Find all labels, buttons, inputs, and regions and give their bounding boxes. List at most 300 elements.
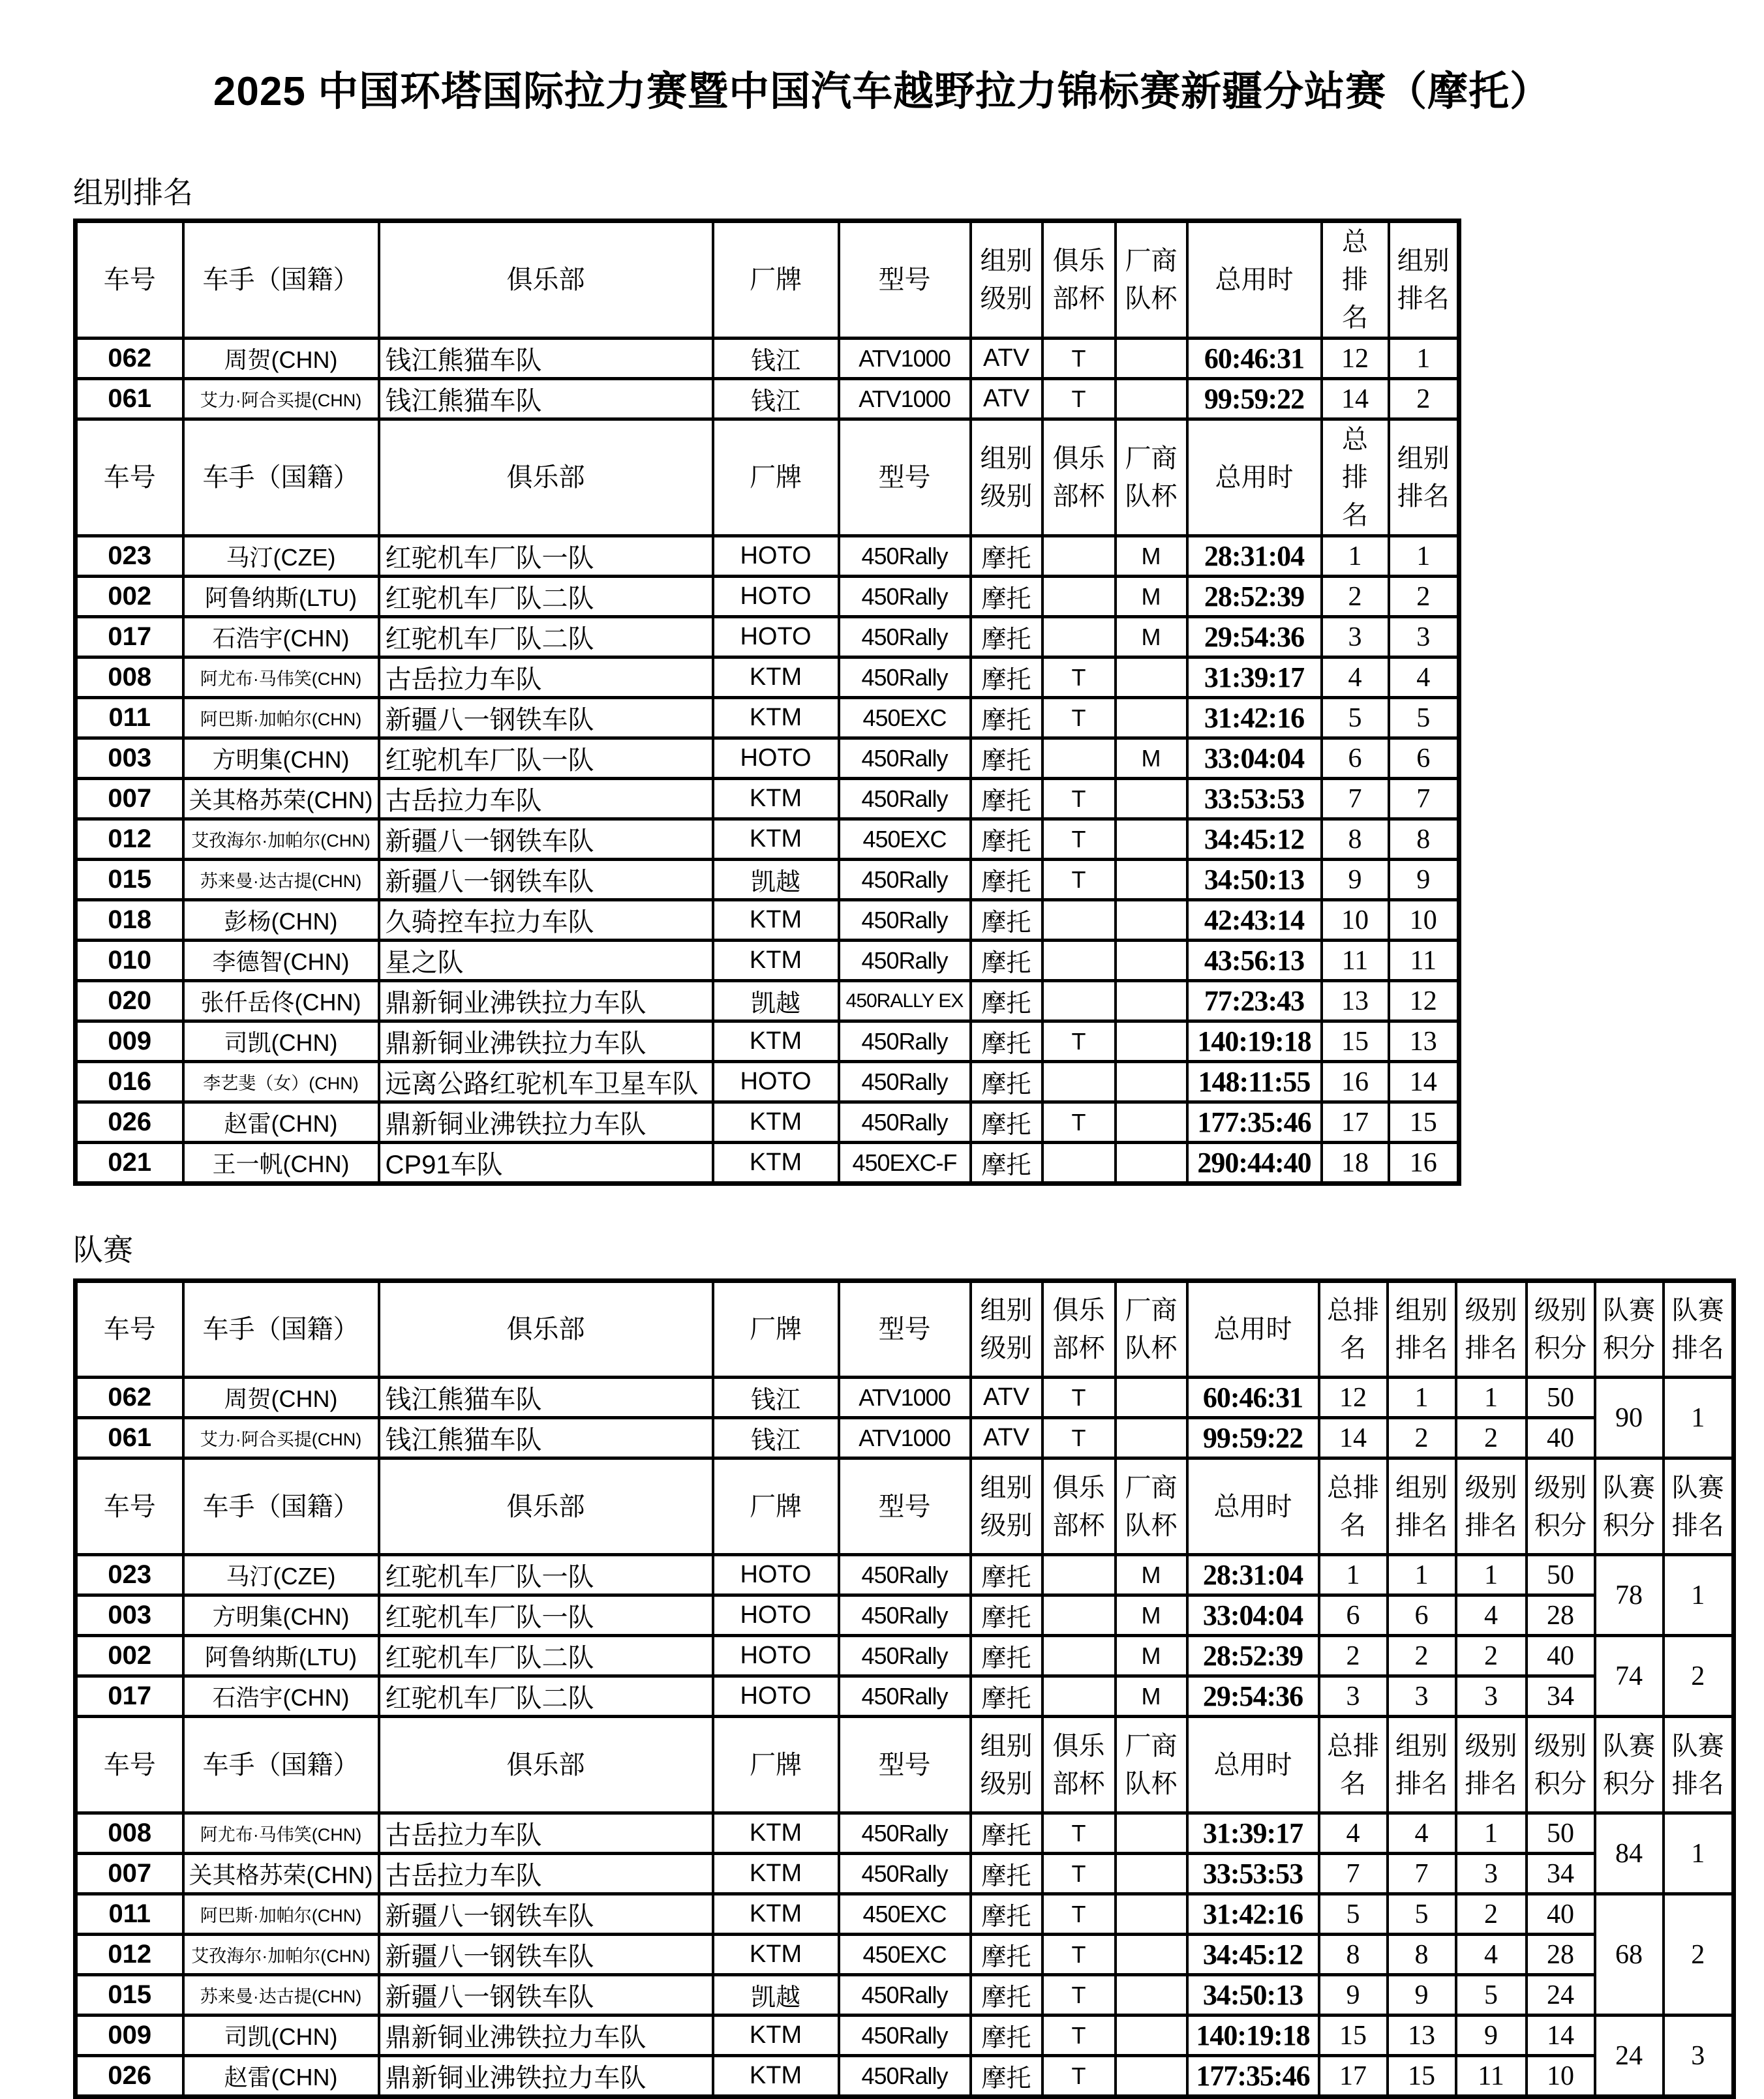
cell-club-cup: T bbox=[1042, 379, 1116, 419]
cell-manufacturer-cup bbox=[1116, 339, 1187, 379]
cell-club-cup: T bbox=[1042, 1813, 1116, 1854]
cell-club-cup bbox=[1042, 1595, 1116, 1636]
cell-total-time: 77:23:43 bbox=[1187, 981, 1322, 1021]
cell-group-rank: 9 bbox=[1388, 1975, 1456, 2016]
cell-club-cup bbox=[1042, 617, 1116, 657]
cell-driver: 艾孜海尔·加帕尔(CHN) bbox=[183, 819, 379, 860]
column-header-class-rank: 级别排名 bbox=[1456, 1717, 1527, 1813]
cell-brand: HOTO bbox=[713, 1636, 839, 1676]
cell-club-cup bbox=[1042, 536, 1116, 577]
cell-club: 远离公路红驼机车卫星车队 bbox=[379, 1062, 713, 1102]
cell-club: 红驼机车厂队二队 bbox=[379, 617, 713, 657]
cell-car-number: 010 bbox=[76, 941, 183, 981]
cell-club: 红驼机车厂队二队 bbox=[379, 1676, 713, 1717]
table-row bbox=[76, 1975, 1734, 2016]
column-header-brand: 厂牌 bbox=[713, 1717, 839, 1813]
cell-driver: 赵雷(CHN) bbox=[183, 2056, 379, 2097]
cell-class: 摩托 bbox=[971, 1021, 1042, 1062]
cell-club: 钱江熊猫车队 bbox=[379, 1418, 713, 1458]
cell-class-rank: 11 bbox=[1456, 2056, 1527, 2097]
header-row bbox=[76, 1717, 1734, 1813]
cell-total-time: 34:45:12 bbox=[1187, 819, 1322, 860]
cell-class-rank: 4 bbox=[1456, 1595, 1527, 1636]
cell-total-time: 177:35:46 bbox=[1187, 2056, 1319, 2097]
cell-club-cup bbox=[1042, 900, 1116, 941]
cell-class-rank: 9 bbox=[1456, 2016, 1527, 2056]
cell-club: 古岳拉力车队 bbox=[379, 1813, 713, 1854]
cell-car-number: 017 bbox=[76, 617, 183, 657]
cell-model: 450Rally bbox=[839, 1102, 971, 1143]
column-header-total-time: 总用时 bbox=[1187, 221, 1322, 339]
table-row bbox=[76, 1418, 1734, 1458]
cell-class-points: 50 bbox=[1527, 1555, 1595, 1595]
cell-overall-rank: 9 bbox=[1319, 1975, 1388, 2016]
cell-class: 摩托 bbox=[971, 617, 1042, 657]
cell-overall-rank: 9 bbox=[1322, 860, 1389, 900]
column-header-manufacturer-cup: 厂商队杯 bbox=[1116, 1458, 1187, 1555]
column-header-total-time: 总用时 bbox=[1187, 1717, 1319, 1813]
cell-overall-rank: 4 bbox=[1322, 657, 1389, 698]
cell-model: 450Rally bbox=[839, 900, 971, 941]
cell-total-time: 177:35:46 bbox=[1187, 1102, 1322, 1143]
cell-driver: 方明集(CHN) bbox=[183, 1595, 379, 1636]
cell-car-number: 002 bbox=[76, 577, 183, 617]
table-row bbox=[76, 819, 1459, 860]
cell-club: 久骑控车拉力车队 bbox=[379, 900, 713, 941]
cell-manufacturer-cup: M bbox=[1116, 577, 1187, 617]
cell-class: 摩托 bbox=[971, 657, 1042, 698]
table-row bbox=[76, 1935, 1734, 1975]
cell-model: 450Rally bbox=[839, 1555, 971, 1595]
cell-total-time: 99:59:22 bbox=[1187, 1418, 1319, 1458]
column-header-class: 组别级别 bbox=[971, 419, 1042, 536]
column-header-driver: 车手（国籍） bbox=[183, 1717, 379, 1813]
cell-group-rank: 2 bbox=[1389, 379, 1459, 419]
column-header-club-cup: 俱乐部杯 bbox=[1042, 221, 1116, 339]
cell-group-rank: 7 bbox=[1388, 1854, 1456, 1894]
cell-brand: HOTO bbox=[713, 738, 839, 779]
cell-driver: 石浩宇(CHN) bbox=[183, 617, 379, 657]
cell-class: 摩托 bbox=[971, 1676, 1042, 1717]
cell-class: 摩托 bbox=[971, 1813, 1042, 1854]
cell-club-cup: T bbox=[1042, 1935, 1116, 1975]
column-header-group-rank: 组别排名 bbox=[1388, 1717, 1456, 1813]
cell-brand: KTM bbox=[713, 1813, 839, 1854]
column-header-group-rank: 组别排名 bbox=[1388, 1281, 1456, 1378]
cell-class-points: 28 bbox=[1527, 1595, 1595, 1636]
cell-manufacturer-cup bbox=[1116, 1378, 1187, 1418]
column-header-total-time: 总用时 bbox=[1187, 1458, 1319, 1555]
cell-overall-rank: 12 bbox=[1319, 1378, 1388, 1418]
cell-car-number: 062 bbox=[76, 1378, 183, 1418]
cell-total-time: 31:42:16 bbox=[1187, 698, 1322, 738]
cell-manufacturer-cup bbox=[1116, 2016, 1187, 2056]
cell-car-number: 009 bbox=[76, 1021, 183, 1062]
cell-total-time: 34:50:13 bbox=[1187, 1975, 1319, 2016]
cell-total-time: 34:50:13 bbox=[1187, 860, 1322, 900]
column-header-class-rank: 级别排名 bbox=[1456, 1281, 1527, 1378]
cell-manufacturer-cup bbox=[1116, 1062, 1187, 1102]
cell-group-rank: 2 bbox=[1389, 577, 1459, 617]
table-row bbox=[76, 1062, 1459, 1102]
header-row bbox=[76, 1458, 1734, 1555]
cell-overall-rank: 4 bbox=[1319, 1813, 1388, 1854]
cell-driver: 司凯(CHN) bbox=[183, 2016, 379, 2056]
cell-class-points: 34 bbox=[1527, 1854, 1595, 1894]
cell-class: 摩托 bbox=[971, 819, 1042, 860]
cell-brand: 钱江 bbox=[713, 1378, 839, 1418]
cell-club-cup bbox=[1042, 981, 1116, 1021]
cell-overall-rank: 3 bbox=[1319, 1676, 1388, 1717]
cell-class-rank: 3 bbox=[1456, 1854, 1527, 1894]
cell-class: 摩托 bbox=[971, 900, 1042, 941]
cell-total-time: 33:53:53 bbox=[1187, 779, 1322, 819]
cell-driver: 周贺(CHN) bbox=[183, 1378, 379, 1418]
cell-club: 新疆八一钢铁车队 bbox=[379, 1935, 713, 1975]
cell-total-time: 60:46:31 bbox=[1187, 1378, 1319, 1418]
column-header-club: 俱乐部 bbox=[379, 1717, 713, 1813]
cell-car-number: 009 bbox=[76, 2016, 183, 2056]
cell-brand: KTM bbox=[713, 1935, 839, 1975]
cell-club: 星之队 bbox=[379, 941, 713, 981]
cell-driver: 李艺斐（女）(CHN) bbox=[183, 1062, 379, 1102]
column-header-14: 队赛排名 bbox=[1664, 1281, 1734, 1378]
cell-car-number: 007 bbox=[76, 1854, 183, 1894]
column-header-car-number: 车号 bbox=[76, 1458, 183, 1555]
cell-team-rank: 1 bbox=[1664, 1378, 1734, 1458]
column-header-club-cup: 俱乐部杯 bbox=[1042, 1717, 1116, 1813]
cell-driver: 马汀(CZE) bbox=[183, 1555, 379, 1595]
cell-brand: KTM bbox=[713, 1143, 839, 1184]
cell-team-points: 74 bbox=[1595, 1636, 1664, 1717]
cell-team-rank: 1 bbox=[1664, 1813, 1734, 1894]
cell-driver: 关其格苏荣(CHN) bbox=[183, 779, 379, 819]
cell-driver: 马汀(CZE) bbox=[183, 536, 379, 577]
cell-driver: 彭杨(CHN) bbox=[183, 900, 379, 941]
cell-team-points: 78 bbox=[1595, 1555, 1664, 1636]
column-header-manufacturer-cup: 厂商队杯 bbox=[1116, 221, 1187, 339]
cell-class: 摩托 bbox=[971, 1555, 1042, 1595]
cell-car-number: 007 bbox=[76, 779, 183, 819]
table-row bbox=[76, 2016, 1734, 2056]
cell-driver: 艾力·阿合买提(CHN) bbox=[183, 379, 379, 419]
cell-team-points: 84 bbox=[1595, 1813, 1664, 1894]
cell-overall-rank: 14 bbox=[1322, 379, 1389, 419]
cell-car-number: 026 bbox=[76, 1102, 183, 1143]
column-header-club: 俱乐部 bbox=[379, 1281, 713, 1378]
column-header-driver: 车手（国籍） bbox=[183, 221, 379, 339]
cell-model: ATV1000 bbox=[839, 379, 971, 419]
cell-brand: 凯越 bbox=[713, 860, 839, 900]
cell-car-number: 003 bbox=[76, 1595, 183, 1636]
cell-overall-rank: 17 bbox=[1319, 2056, 1388, 2097]
cell-club: 古岳拉力车队 bbox=[379, 1854, 713, 1894]
cell-class-points: 40 bbox=[1527, 1418, 1595, 1458]
column-header-model: 型号 bbox=[839, 1458, 971, 1555]
cell-class-points: 14 bbox=[1527, 2016, 1595, 2056]
cell-club: 新疆八一钢铁车队 bbox=[379, 1894, 713, 1935]
cell-club-cup: T bbox=[1042, 2056, 1116, 2097]
column-header-brand: 厂牌 bbox=[713, 1281, 839, 1378]
cell-brand: KTM bbox=[713, 1021, 839, 1062]
cell-brand: HOTO bbox=[713, 1676, 839, 1717]
cell-club-cup: T bbox=[1042, 779, 1116, 819]
cell-club-cup: T bbox=[1042, 339, 1116, 379]
cell-manufacturer-cup bbox=[1116, 1021, 1187, 1062]
table-row bbox=[76, 1636, 1734, 1676]
cell-driver: 阿巴斯·加帕尔(CHN) bbox=[183, 1894, 379, 1935]
column-header-group-rank: 组别排名 bbox=[1389, 221, 1459, 339]
cell-overall-rank: 8 bbox=[1319, 1935, 1388, 1975]
cell-car-number: 062 bbox=[76, 339, 183, 379]
cell-overall-rank: 3 bbox=[1322, 617, 1389, 657]
cell-car-number: 061 bbox=[76, 379, 183, 419]
cell-total-time: 28:52:39 bbox=[1187, 1636, 1319, 1676]
cell-brand: HOTO bbox=[713, 536, 839, 577]
cell-club-cup: T bbox=[1042, 1102, 1116, 1143]
cell-car-number: 016 bbox=[76, 1062, 183, 1102]
cell-model: 450Rally bbox=[839, 1813, 971, 1854]
cell-class-rank: 1 bbox=[1456, 1378, 1527, 1418]
cell-class: 摩托 bbox=[971, 779, 1042, 819]
cell-class: ATV bbox=[971, 1378, 1042, 1418]
cell-brand: KTM bbox=[713, 657, 839, 698]
cell-overall-rank: 1 bbox=[1319, 1555, 1388, 1595]
column-header-model: 型号 bbox=[839, 419, 971, 536]
column-header-class: 组别级别 bbox=[971, 1717, 1042, 1813]
cell-brand: KTM bbox=[713, 900, 839, 941]
column-header-overall-rank: 总排名 bbox=[1319, 1717, 1388, 1813]
cell-car-number: 023 bbox=[76, 1555, 183, 1595]
column-header-class: 组别级别 bbox=[971, 1458, 1042, 1555]
column-header-total-time: 总用时 bbox=[1187, 419, 1322, 536]
cell-class: ATV bbox=[971, 1418, 1042, 1458]
cell-group-rank: 1 bbox=[1389, 536, 1459, 577]
column-header-club: 俱乐部 bbox=[379, 419, 713, 536]
column-header-club-cup: 俱乐部杯 bbox=[1042, 419, 1116, 536]
cell-model: 450Rally bbox=[839, 536, 971, 577]
cell-total-time: 33:04:04 bbox=[1187, 1595, 1319, 1636]
column-header-manufacturer-cup: 厂商队杯 bbox=[1116, 1281, 1187, 1378]
column-header-group-rank: 组别排名 bbox=[1389, 419, 1459, 536]
column-header-car-number: 车号 bbox=[76, 1281, 183, 1378]
cell-car-number: 026 bbox=[76, 2056, 183, 2097]
cell-driver: 李德智(CHN) bbox=[183, 941, 379, 981]
header-row bbox=[76, 221, 1459, 339]
cell-total-time: 29:54:36 bbox=[1187, 1676, 1319, 1717]
table-row bbox=[76, 536, 1459, 577]
cell-group-rank: 8 bbox=[1388, 1935, 1456, 1975]
table-row bbox=[76, 1894, 1734, 1935]
cell-brand: KTM bbox=[713, 698, 839, 738]
cell-car-number: 021 bbox=[76, 1143, 183, 1184]
cell-class: 摩托 bbox=[971, 1636, 1042, 1676]
cell-manufacturer-cup bbox=[1116, 1143, 1187, 1184]
cell-manufacturer-cup: M bbox=[1116, 536, 1187, 577]
cell-group-rank: 2 bbox=[1388, 1636, 1456, 1676]
table-row bbox=[76, 1378, 1734, 1418]
table-row bbox=[76, 1676, 1734, 1717]
cell-manufacturer-cup bbox=[1116, 981, 1187, 1021]
column-header-car-number: 车号 bbox=[76, 1717, 183, 1813]
cell-club: 鼎新铜业沸铁拉力车队 bbox=[379, 981, 713, 1021]
cell-group-rank: 7 bbox=[1389, 779, 1459, 819]
cell-manufacturer-cup bbox=[1116, 698, 1187, 738]
cell-overall-rank: 18 bbox=[1322, 1143, 1389, 1184]
cell-group-rank: 2 bbox=[1388, 1418, 1456, 1458]
cell-total-time: 140:19:18 bbox=[1187, 2016, 1319, 2056]
cell-brand: KTM bbox=[713, 819, 839, 860]
cell-model: 450Rally bbox=[839, 577, 971, 617]
cell-total-time: 31:39:17 bbox=[1187, 1813, 1319, 1854]
column-header-brand: 厂牌 bbox=[713, 1458, 839, 1555]
cell-manufacturer-cup bbox=[1116, 941, 1187, 981]
column-header-club: 俱乐部 bbox=[379, 221, 713, 339]
table-row bbox=[76, 617, 1459, 657]
table-row bbox=[76, 1021, 1459, 1062]
cell-car-number: 012 bbox=[76, 1935, 183, 1975]
cell-class-points: 28 bbox=[1527, 1935, 1595, 1975]
table-row bbox=[76, 1813, 1734, 1854]
table-row bbox=[76, 698, 1459, 738]
cell-model: 450Rally bbox=[839, 657, 971, 698]
cell-brand: HOTO bbox=[713, 1595, 839, 1636]
cell-class: 摩托 bbox=[971, 1102, 1042, 1143]
cell-group-rank: 13 bbox=[1388, 2016, 1456, 2056]
cell-brand: HOTO bbox=[713, 617, 839, 657]
cell-class-rank: 2 bbox=[1456, 1894, 1527, 1935]
cell-brand: 钱江 bbox=[713, 379, 839, 419]
table-row bbox=[76, 981, 1459, 1021]
cell-group-rank: 4 bbox=[1388, 1813, 1456, 1854]
cell-team-rank: 1 bbox=[1664, 1555, 1734, 1636]
cell-overall-rank: 15 bbox=[1319, 2016, 1388, 2056]
cell-total-time: 31:42:16 bbox=[1187, 1894, 1319, 1935]
cell-class: 摩托 bbox=[971, 1975, 1042, 2016]
cell-total-time: 33:04:04 bbox=[1187, 738, 1322, 779]
column-header-14: 队赛排名 bbox=[1664, 1717, 1734, 1813]
column-header-13: 队赛积分 bbox=[1595, 1281, 1664, 1378]
cell-group-rank: 13 bbox=[1389, 1021, 1459, 1062]
table-row bbox=[76, 339, 1459, 379]
cell-manufacturer-cup bbox=[1116, 2056, 1187, 2097]
cell-car-number: 008 bbox=[76, 1813, 183, 1854]
cell-group-rank: 9 bbox=[1389, 860, 1459, 900]
cell-group-rank: 1 bbox=[1388, 1555, 1456, 1595]
column-header-car-number: 车号 bbox=[76, 419, 183, 536]
column-header-13: 队赛积分 bbox=[1595, 1458, 1664, 1555]
cell-manufacturer-cup bbox=[1116, 779, 1187, 819]
cell-car-number: 015 bbox=[76, 860, 183, 900]
cell-club: 红驼机车厂队一队 bbox=[379, 738, 713, 779]
cell-overall-rank: 6 bbox=[1319, 1595, 1388, 1636]
table-row bbox=[76, 941, 1459, 981]
cell-model: 450Rally bbox=[839, 1021, 971, 1062]
cell-overall-rank: 7 bbox=[1319, 1854, 1388, 1894]
column-header-brand: 厂牌 bbox=[713, 221, 839, 339]
cell-class-rank: 2 bbox=[1456, 1418, 1527, 1458]
cell-driver: 阿尤布·马伟笑(CHN) bbox=[183, 657, 379, 698]
cell-manufacturer-cup: M bbox=[1116, 1676, 1187, 1717]
cell-group-rank: 16 bbox=[1389, 1143, 1459, 1184]
cell-model: ATV1000 bbox=[839, 1418, 971, 1458]
cell-model: 450Rally bbox=[839, 1062, 971, 1102]
cell-overall-rank: 1 bbox=[1322, 536, 1389, 577]
cell-group-rank: 14 bbox=[1389, 1062, 1459, 1102]
cell-club: 红驼机车厂队一队 bbox=[379, 1555, 713, 1595]
cell-overall-rank: 2 bbox=[1322, 577, 1389, 617]
cell-brand: KTM bbox=[713, 941, 839, 981]
cell-class: 摩托 bbox=[971, 981, 1042, 1021]
cell-club: 钱江熊猫车队 bbox=[379, 339, 713, 379]
column-header-overall-rank: 总排名 bbox=[1319, 1458, 1388, 1555]
cell-model: 450Rally bbox=[839, 2056, 971, 2097]
column-header-driver: 车手（国籍） bbox=[183, 419, 379, 536]
cell-total-time: 148:11:55 bbox=[1187, 1062, 1322, 1102]
cell-total-time: 31:39:17 bbox=[1187, 657, 1322, 698]
cell-club-cup: T bbox=[1042, 819, 1116, 860]
cell-brand: KTM bbox=[713, 1894, 839, 1935]
cell-class: 摩托 bbox=[971, 1062, 1042, 1102]
cell-class: 摩托 bbox=[971, 698, 1042, 738]
cell-brand: KTM bbox=[713, 1102, 839, 1143]
cell-club-cup bbox=[1042, 738, 1116, 779]
cell-overall-rank: 14 bbox=[1319, 1418, 1388, 1458]
column-header-model: 型号 bbox=[839, 1281, 971, 1378]
column-header-class-points: 级别积分 bbox=[1527, 1717, 1595, 1813]
cell-team-points: 68 bbox=[1595, 1894, 1664, 2016]
cell-group-rank: 10 bbox=[1389, 900, 1459, 941]
cell-total-time: 28:31:04 bbox=[1187, 1555, 1319, 1595]
cell-team-points: 24 bbox=[1595, 2016, 1664, 2097]
cell-club: 新疆八一钢铁车队 bbox=[379, 860, 713, 900]
cell-brand: HOTO bbox=[713, 1062, 839, 1102]
cell-overall-rank: 13 bbox=[1322, 981, 1389, 1021]
cell-group-rank: 5 bbox=[1389, 698, 1459, 738]
cell-class-points: 50 bbox=[1527, 1378, 1595, 1418]
cell-class: 摩托 bbox=[971, 1595, 1042, 1636]
cell-group-rank: 3 bbox=[1388, 1676, 1456, 1717]
cell-group-rank: 4 bbox=[1389, 657, 1459, 698]
cell-brand: 凯越 bbox=[713, 981, 839, 1021]
cell-club-cup: T bbox=[1042, 1854, 1116, 1894]
cell-club: 鼎新铜业沸铁拉力车队 bbox=[379, 2056, 713, 2097]
cell-car-number: 012 bbox=[76, 819, 183, 860]
cell-club: 新疆八一钢铁车队 bbox=[379, 819, 713, 860]
cell-model: 450EXC bbox=[839, 819, 971, 860]
cell-overall-rank: 5 bbox=[1319, 1894, 1388, 1935]
cell-driver: 艾力·阿合买提(CHN) bbox=[183, 1418, 379, 1458]
cell-club: 红驼机车厂队一队 bbox=[379, 1595, 713, 1636]
cell-manufacturer-cup bbox=[1116, 657, 1187, 698]
table-row bbox=[76, 860, 1459, 900]
cell-club: 红驼机车厂队二队 bbox=[379, 577, 713, 617]
column-header-club-cup: 俱乐部杯 bbox=[1042, 1281, 1116, 1378]
cell-driver: 阿尤布·马伟笑(CHN) bbox=[183, 1813, 379, 1854]
cell-club-cup: T bbox=[1042, 1378, 1116, 1418]
cell-model: 450EXC-F bbox=[839, 1143, 971, 1184]
header-row bbox=[76, 1281, 1734, 1378]
table-row bbox=[76, 657, 1459, 698]
cell-class: ATV bbox=[971, 379, 1042, 419]
cell-overall-rank: 11 bbox=[1322, 941, 1389, 981]
cell-class: 摩托 bbox=[971, 536, 1042, 577]
column-header-overall-rank: 总排名 bbox=[1319, 1281, 1388, 1378]
column-header-class-rank: 级别排名 bbox=[1456, 1458, 1527, 1555]
cell-group-rank: 5 bbox=[1388, 1894, 1456, 1935]
cell-group-rank: 1 bbox=[1389, 339, 1459, 379]
cell-brand: KTM bbox=[713, 2056, 839, 2097]
